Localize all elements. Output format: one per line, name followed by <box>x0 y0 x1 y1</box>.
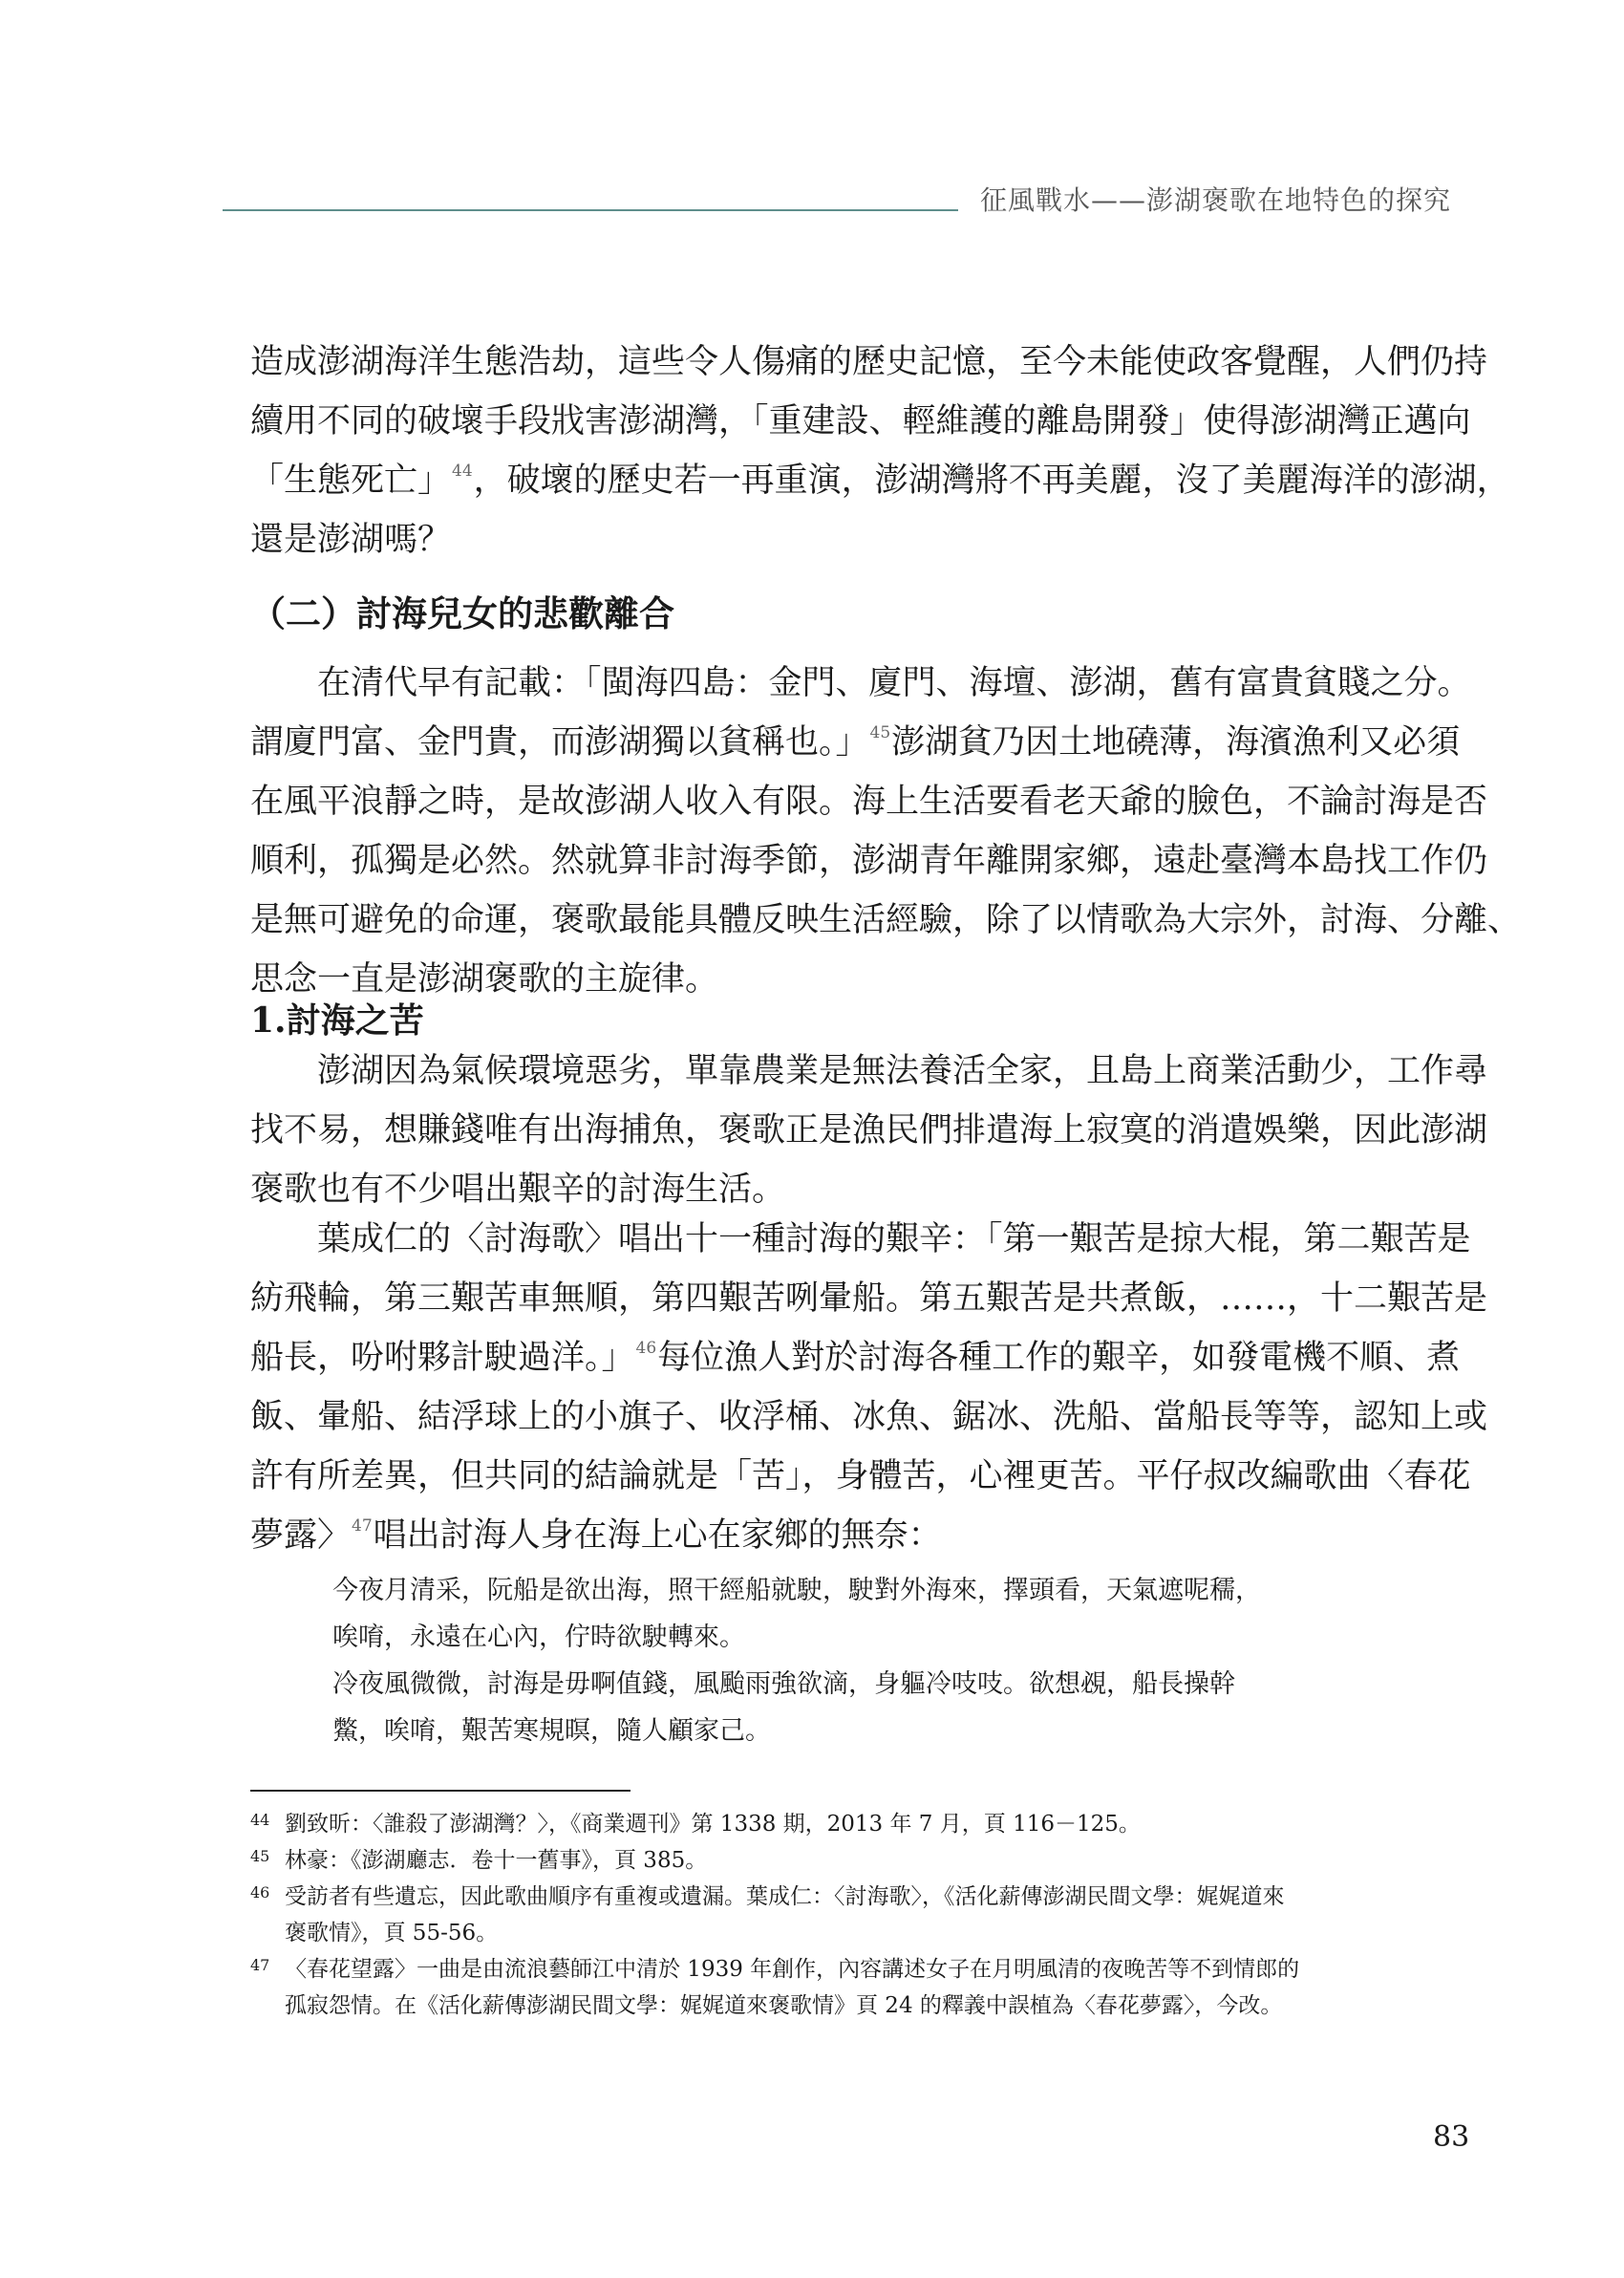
text-line: 「生態死亡」$^{44}$，破壞的歷史若一再重演，澎湖灣將不再美麗，沒了美麗海洋的澎湖， <box>250 462 1510 500</box>
quote-line: 冷夜風微微，討海是毋啊值錢，風颱雨強欲滴，身軀冷吱吱。欲想覕，船長操幹 <box>332 1669 1235 1699</box>
subsection-heading: 1.討海之苦 <box>250 1000 424 1041</box>
footnotes <box>250 1806 1473 2024</box>
footnote-ref-47[interactable]: 47 <box>352 1516 373 1536</box>
footnote-text: 〈春花望露〉一曲是由流浪藝師江中清於 1939 年創作，內容講述女子在月明風清的夜晚苦等不到情郎的 <box>285 1957 1300 1982</box>
footnote-ref-46[interactable]: 46 <box>635 1339 657 1358</box>
footnote-text: 劉致昕：〈誰殺了澎湖灣？〉，《商業週刊》第 1338 期，2013 年 7 月，頁 116－125。 <box>285 1812 1141 1837</box>
text-line: 續用不同的破壞手段戕害澎湖灣，「重建設、輕維護的離島開發」使得澎湖灣正邁向 <box>250 402 1471 441</box>
text-line: 許有所差異，但共同的結論就是「苦」，身體苦，心裡更苦。平仔叔改編歌曲〈春花 <box>250 1457 1471 1495</box>
footnote-text: 孤寂怨情。在《活化薪傳澎湖民間文學：娓娓道來褒歌情》頁 24 的釋義中誤植為〈春花夢露〉，今改。 <box>285 1993 1283 2018</box>
text-line: 是無可避免的命運，褒歌最能具體反映生活經驗，除了以情歌為大宗外，討海、分離、 <box>250 901 1522 939</box>
text-line: 找不易，想賺錢唯有出海捕魚，褒歌正是漁民們排遣海上寂寞的消遣娛樂，因此澎湖 <box>250 1111 1488 1150</box>
running-header-title: 征風戰水——澎湖褒歌在地特色的探究 <box>980 184 1452 216</box>
footnote-ref-45[interactable]: 45 <box>869 723 891 742</box>
quote-line: 鱉，唉唷，艱苦寒規暝，隨人顧家己。 <box>332 1716 771 1746</box>
header-rule <box>223 209 958 211</box>
text-line: 謂廈門富、金門貴，而澎湖獨以貧稱也。」$^{45}$澎湖貧乃因土地磽薄，海濱漁利又必須 <box>250 723 1461 762</box>
footnote-number: 45 <box>250 1847 270 1865</box>
footnote-number: 46 <box>250 1883 270 1902</box>
footnote-text: 受訪者有些遺忘，因此歌曲順序有重複或遺漏。葉成仁：〈討海歌〉，《活化薪傳澎湖民間文學：娓娓道來 <box>285 1884 1285 1909</box>
footnote-44 <box>250 1806 1473 1842</box>
footnote-separator <box>250 1790 630 1792</box>
section-heading: （二）討海兒女的悲歡離合 <box>250 592 674 634</box>
text-line: 褒歌也有不少唱出艱辛的討海生活。 <box>250 1171 786 1209</box>
footnote-number: 44 <box>250 1811 270 1829</box>
footnote-number: 47 <box>250 1956 270 1974</box>
subsection-paragraph-2 <box>250 1210 1488 1565</box>
footnote-text: 林豪：《澎湖廳志．卷十一舊事》，頁 385。 <box>285 1848 708 1873</box>
footnote-45 <box>250 1842 1473 1879</box>
text-line: 澎湖因為氣候環境惡劣，單靠農業是無法養活全家，且島上商業活動少，工作尋 <box>317 1052 1488 1090</box>
intro-paragraph <box>250 333 1510 570</box>
text-line: 還是澎湖嗎？ <box>250 521 452 559</box>
text-line: 船長，吩咐夥計駛過洋。」$^{46}$每位漁人對於討海各種工作的艱辛，如發電機不順、煮 <box>250 1339 1461 1377</box>
footnote-text: 褒歌情》，頁 55-56。 <box>285 1921 499 1945</box>
text-line: 順利，孤獨是必然。然就算非討海季節，澎湖青年離開家鄉，遠赴臺灣本島找工作仍 <box>250 842 1488 880</box>
text-line: 造成澎湖海洋生態浩劫，這些令人傷痛的歷史記憶，至今未能使政客覺醒，人們仍持 <box>250 343 1488 381</box>
text-line: 在清代早有記載：「閩海四島：金門、廈門、海壇、澎湖，舊有富貴貧賤之分。 <box>317 664 1471 702</box>
footnote-47 <box>250 1951 1473 2024</box>
page-number: 83 <box>1433 2120 1470 2154</box>
subsection-paragraph-1 <box>250 1042 1488 1219</box>
text-line: 在風平浪靜之時，是故澎湖人收入有限。海上生活要看老天爺的臉色，不論討海是否 <box>250 783 1488 821</box>
footnote-ref-44[interactable]: 44 <box>452 462 473 481</box>
footnote-46 <box>250 1879 1473 1951</box>
quote-line: 今夜月清采，阮船是欲出海，照干經船就駛，駛對外海來，擇頭看，天氣遮呢穤， <box>332 1576 1261 1605</box>
lyrics-quote <box>332 1567 1402 1754</box>
quote-line: 唉唷，永遠在心內，佇時欲駛轉來。 <box>332 1623 745 1652</box>
text-line: 思念一直是澎湖褒歌的主旋律。 <box>250 960 719 999</box>
text-line: 紡飛輪，第三艱苦車無順，第四艱苦咧暈船。第五艱苦是共煮飯，……，十二艱苦是 <box>250 1279 1488 1318</box>
text-line: 飯、暈船、結浮球上的小旗子、收浮桶、冰魚、鋸冰、洗船、當船長等等，認知上或 <box>250 1398 1488 1436</box>
section-paragraph <box>250 654 1522 1009</box>
text-line: 夢露〉$^{47}$唱出討海人身在海上心在家鄉的無奈： <box>250 1516 942 1555</box>
text-line: 葉成仁的〈討海歌〉唱出十一種討海的艱辛：「第一艱苦是掠大棍，第二艱苦是 <box>317 1220 1471 1258</box>
